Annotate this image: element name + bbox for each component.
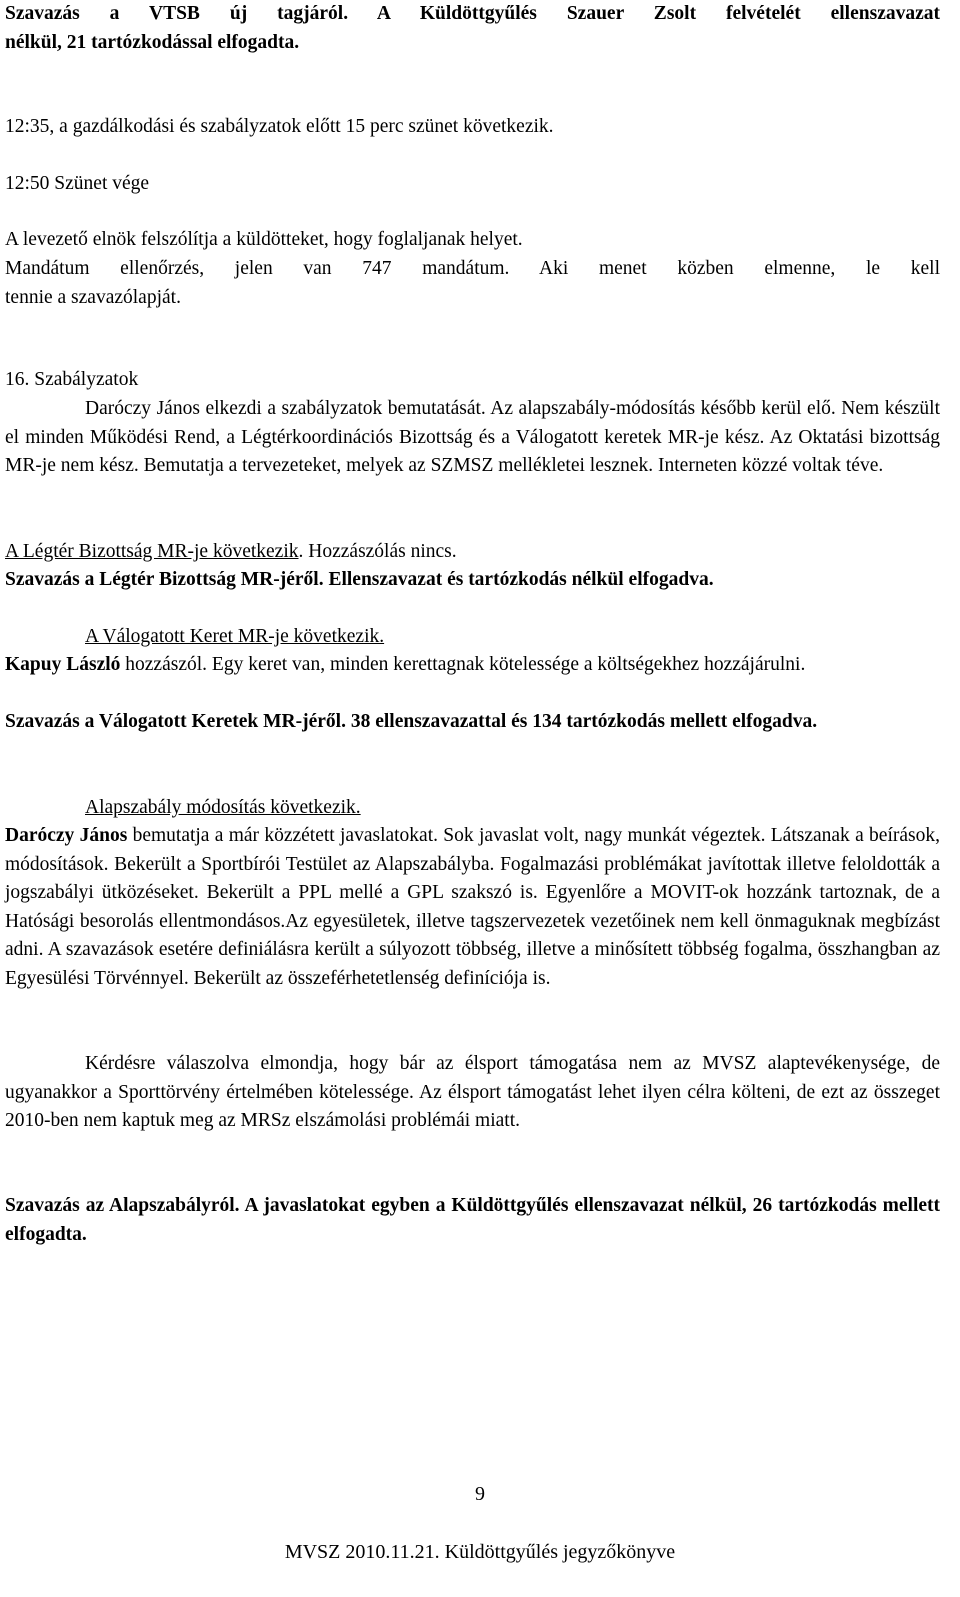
statute-text: bemutatja a már közzétett javaslatokat. Sok javaslat volt, nagy munkát végeztek. Látszanak a beírások, módosítások. Bekerült a Sportbírói Testület az Alapszabályba. Fogalmazási problémákat javítottak illetve feloldották a jogszabályi ütközéseket. Bekerült a PPL mellé a GPL szakszó is. Egyenlőre a MOVIT-ok hozzánk tartoznak, de a Hatósági besorolás ellentmondásos.Az egyesületek, illetve tagszervezetek vezetőinek nem kell önmaguknak megbízást adni. A szavazások esetére definiálásra került a súlyozott többség, illetve a minősített többség fogalma, összhangban az Egyesülési Törvénnyel. Bekerült az összeférhetetlenség definíciója is. xyxy=(5,825,940,989)
kapuy-paragraph xyxy=(5,651,940,680)
vtsb-vote-line-2: nélkül, 21 tartózkodással elfogadta. xyxy=(5,31,300,53)
airspace-note: . Hozzászólás nincs. xyxy=(298,541,457,562)
airspace-heading: A Légtér Bizottság MR-je következik xyxy=(5,541,299,562)
squad-vote: Szavazás a Válogatott Keretek MR-jéről. 38 ellenszavazattal és 134 tartózkodás mellett elfogadva. xyxy=(5,711,818,732)
mandate-check xyxy=(5,255,940,312)
vtsb-vote-line-1: Szavazás a VTSB új tagjáról. A Küldöttgyűlés Szauer Zsolt felvételét ellenszavazat xyxy=(5,3,940,24)
daroczy-name: Daróczy János xyxy=(5,825,128,846)
mandate-line-2: tennie a szavazólapját. xyxy=(5,286,181,308)
mandate-line-1: Mandátum ellenőrzés, jelen van 747 mandátum. Aki menet közben elmenne, le kell xyxy=(5,258,940,279)
kapuy-text: hozzászól. Egy keret van, minden kerettagnak kötelessége a költségekhez hozzájárulni. xyxy=(120,654,806,675)
vtsb-vote-paragraph xyxy=(5,0,940,57)
seats-call: A levezető elnök felszólítja a küldötteket, hogy foglaljanak helyet. xyxy=(5,229,523,250)
page-number: 9 xyxy=(475,1483,485,1505)
page-footer: MVSZ 2010.11.21. Küldöttgyűlés jegyzőkönyve xyxy=(284,1541,676,1563)
statute-vote: Szavazás az Alapszabályról. A javaslatokat egyben a Küldöttgyűlés ellenszavazat nélkül, 26 tartózkodás mellett elfogadta. xyxy=(5,1195,940,1245)
airspace-vote: Szavazás a Légtér Bizottság MR-jéről. Ellenszavazat és tartózkodás nélkül elfogadva. xyxy=(5,569,714,590)
statute-heading: Alapszabály módosítás következik. xyxy=(85,797,361,818)
squad-heading: A Válogatott Keret MR-je következik. xyxy=(85,626,385,647)
break-end: 12:50 Szünet vége xyxy=(5,173,150,194)
break-start: 12:35, a gazdálkodási és szabályzatok előtt 15 perc szünet következik. xyxy=(5,116,554,137)
kapuy-name: Kapuy László xyxy=(5,654,121,675)
statute-paragraph xyxy=(5,822,940,993)
rules-paragraph: Daróczy János elkezdi a szabályzatok bemutatását. Az alapszabály-módosítás később kerül elő. Nem készült el minden Működési Rend, a Légtérkoordinációs Bizottság és a Válogatott keretek MR-je kész. Az Oktatási bizottság MR-je nem kész. Bemutatja a tervezeteket, melyek az SZMSZ mellékletei lesznek. Interneten közzé voltak téve. xyxy=(5,398,940,476)
answer-paragraph: Kérdésre válaszolva elmondja, hogy bár az élsport támogatása nem az MVSZ alaptevékenysége, de ugyanakkor a Sporttörvény értelmében kötelessége. Az élsport támogatást lehet ilyen célra költeni, de ezt az összeget 2010-ben nem kaptuk meg az MRSz elszámolási problémái miatt. xyxy=(5,1053,940,1131)
airspace-line xyxy=(5,538,940,567)
section-title: 16. Szabályzatok xyxy=(5,369,139,390)
